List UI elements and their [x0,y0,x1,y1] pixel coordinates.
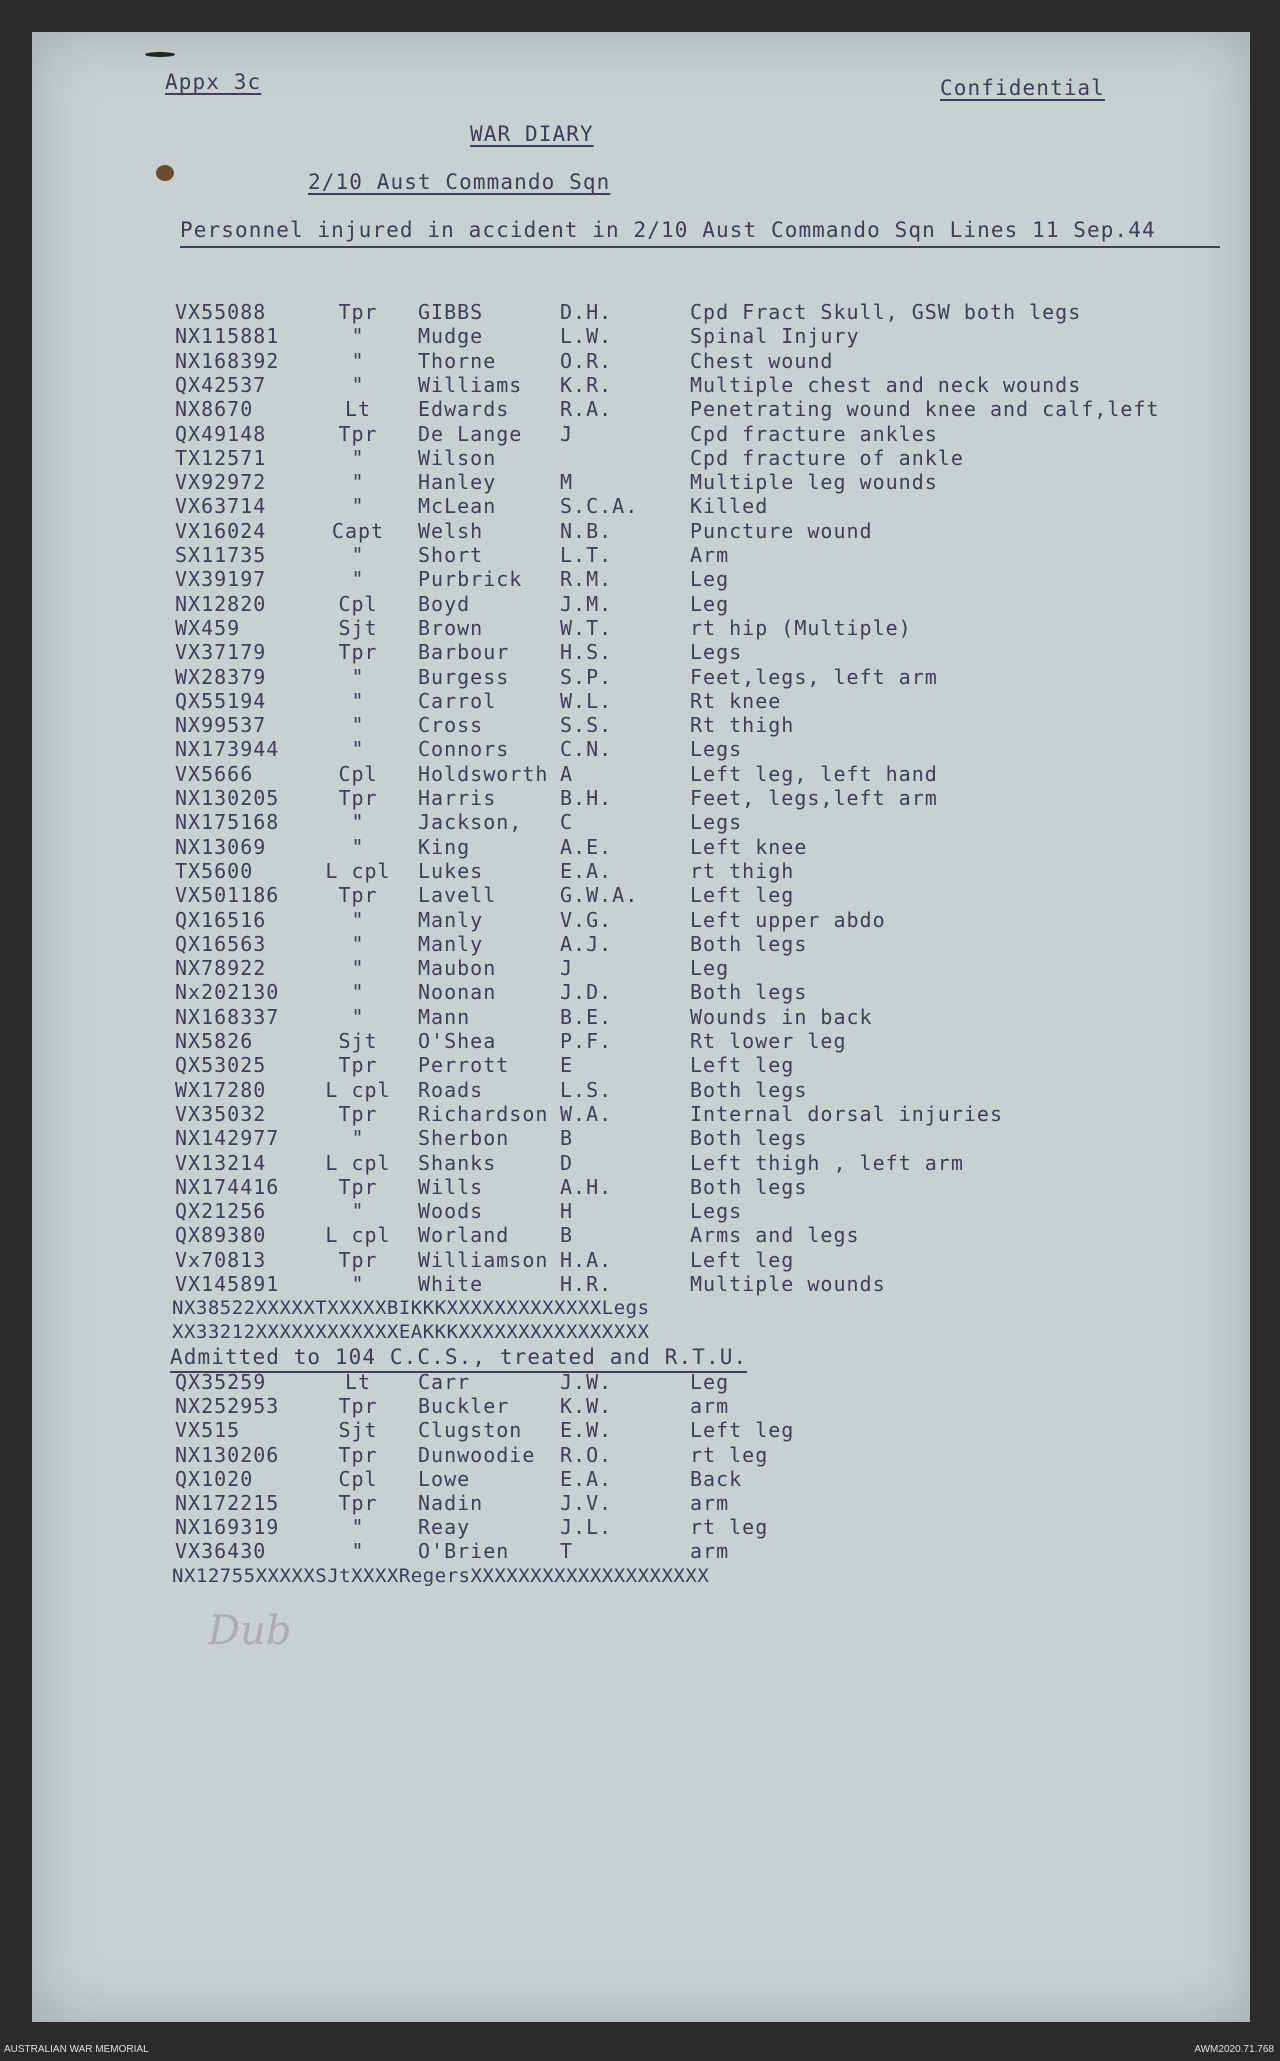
unit-name: 2/10 Aust Commando Sqn [308,170,611,194]
surname: Purbrick [418,567,523,592]
surname: Buckler [418,1394,510,1419]
surname: Williams [418,372,523,397]
injury: Multiple chest and neck wounds [690,372,1082,397]
surname: Worland [418,1223,510,1248]
service-number: TX5600 [175,858,254,883]
initials: H.S. [560,640,613,665]
service-number: QX55194 [175,688,267,713]
struck-line: NX12755XXXXXSJtXXXXRegersXXXXXXXXXXXXXXXXXXXX [172,1565,710,1587]
surname: Clugston [418,1418,523,1443]
rank: " [351,1515,365,1540]
initials: G.W.A. [560,883,639,908]
service-number: QX35259 [175,1370,267,1394]
rank: " [351,1272,365,1296]
initials: J [560,421,574,446]
surname: Shanks [418,1150,497,1175]
rank: Tpr [338,1491,378,1515]
surname: Manly [418,931,484,956]
initials: S.P. [560,664,613,689]
initials: C [560,810,574,835]
rank: " [351,688,365,713]
rank: " [351,713,365,738]
surname: Thorne [418,348,497,373]
initials: O.R. [560,348,613,373]
injury: Left leg, left hand [690,761,938,786]
initials: E [560,1053,574,1078]
injury: Left thigh , left arm [690,1150,964,1175]
surname: King [418,834,471,859]
service-number: VX515 [175,1418,241,1443]
rank: Tpr [338,640,378,665]
service-number: NX13069 [175,834,267,859]
injury: Cpd fracture ankles [690,421,938,446]
surname: Cross [418,713,484,738]
injury: arm [690,1539,730,1564]
surname: Carrol [418,688,497,713]
injury: Cpd Fract Skull, GSW both legs [690,300,1082,324]
injury: Both legs [690,1174,808,1199]
rank: L cpl [325,1223,391,1248]
service-number: VX35032 [175,1101,267,1126]
initials: B.E. [560,1004,613,1029]
injury: arm [690,1394,730,1419]
injury: Both legs [690,1077,808,1102]
service-number: VX36430 [175,1539,267,1564]
rank: Tpr [338,300,378,324]
initials: J.V. [560,1491,613,1515]
service-number: NX99537 [175,713,267,738]
injury: Left leg [690,1053,795,1078]
surname: Woods [418,1199,484,1224]
rank: " [351,907,365,932]
injury: rt thigh [690,858,795,883]
pencil-initials: Dub [208,1608,292,1654]
surname: O'Shea [418,1029,497,1053]
service-number: NX174416 [175,1174,280,1199]
injury: Leg [690,591,730,616]
injury: Leg [690,1370,730,1394]
initials: W.A. [560,1101,613,1126]
classification-label: Confidential [940,76,1105,100]
surname: Lukes [418,858,484,883]
initials: D [560,1150,574,1175]
rank: " [351,1199,365,1224]
initials: S.S. [560,713,613,738]
initials: W.T. [560,615,613,640]
appendix-label: Appx 3c [165,70,262,94]
initials: K.W. [560,1394,613,1419]
service-number: VX92972 [175,470,267,495]
injury: Feet, legs,left arm [690,786,938,810]
rank: L cpl [325,1150,391,1175]
rank: " [351,664,365,689]
rank: Sjt [338,1029,378,1053]
surname: Manly [418,907,484,932]
initials: J.D. [560,980,613,1005]
initials: H.R. [560,1272,613,1296]
surname: Noonan [418,980,497,1005]
rank: Tpr [338,421,378,446]
rank: " [351,1126,365,1151]
injury: Feet,legs, left arm [690,664,938,689]
surname: Connors [418,737,510,762]
initials: A.E. [560,834,613,859]
service-number: Nx202130 [175,980,280,1005]
initials: L.S. [560,1077,613,1102]
injury: Left knee [690,834,808,859]
service-number: WX459 [175,615,241,640]
rank: Tpr [338,1101,378,1126]
injury: Legs [690,1199,743,1224]
struck-line: XX33212XXXXXXXXXXXXEAKKKXXXXXXXXXXXXXXXX [172,1321,650,1343]
rank: L cpl [325,1077,391,1102]
surname: Short [418,543,484,567]
initials: P.F. [560,1029,613,1053]
service-number: VX13214 [175,1150,267,1175]
surname: GIBBS [418,300,484,324]
surname: Welsh [418,518,484,543]
service-number: NX169319 [175,1515,280,1540]
surname: Hanley [418,470,497,495]
initials: A.H. [560,1174,613,1199]
initials: W.L. [560,688,613,713]
surname: Perrott [418,1053,510,1078]
initials: T [560,1539,574,1564]
surname: White [418,1272,484,1296]
rank: " [351,980,365,1005]
service-number: NX173944 [175,737,280,762]
injury: Back [690,1466,743,1491]
rank: " [351,324,365,349]
rank: Tpr [338,1442,378,1467]
injury: rt hip (Multiple) [690,615,912,640]
service-number: NX8670 [175,397,254,422]
surname: Maubon [418,956,497,981]
initials: A [560,761,574,786]
surname: Wilson [418,445,497,470]
initials: J.W. [560,1370,613,1394]
surname: Wills [418,1174,484,1199]
rank: " [351,737,365,762]
service-number: NX168337 [175,1004,280,1029]
rank: Tpr [338,1247,378,1272]
surname: Reay [418,1515,471,1540]
initials: S.C.A. [560,494,639,519]
surname: Sherbon [418,1126,510,1151]
surname: Harris [418,786,497,810]
injury: Wounds in back [690,1004,873,1029]
surname: McLean [418,494,497,519]
ink-mark [145,52,175,57]
surname: Holdsworth [418,761,549,786]
service-number: NX115881 [175,324,280,349]
service-number: NX130206 [175,1442,280,1467]
rank: " [351,931,365,956]
surname: Dunwoodie [418,1442,536,1467]
surname: Nadin [418,1491,484,1515]
surname: Burgess [418,664,510,689]
injury: Multiple wounds [690,1272,886,1296]
injury: Cpd fracture of ankle [690,445,964,470]
footer-credit: AUSTRALIAN WAR MEMORIAL [4,2044,149,2055]
injury: Chest wound [690,348,834,373]
surname: O'Brien [418,1539,510,1564]
initials: H [560,1199,574,1224]
service-number: SX11735 [175,543,267,567]
surname: Jackson, [418,810,523,835]
injury: Penetrating wound knee and calf,left [690,397,1160,422]
list-subtitle: Personnel injured in accident in 2/10 Aust Commando Sqn Lines 11 Sep.44 [180,218,1220,248]
service-number: NX142977 [175,1126,280,1151]
rank: Sjt [338,1418,378,1443]
surname: De Lange [418,421,523,446]
rank: Capt [331,518,385,543]
rank: " [351,956,365,981]
footer-accession: AWM2020.71.768 [1194,2044,1274,2055]
service-number: VX39197 [175,567,267,592]
service-number: QX16516 [175,907,267,932]
injury: Spinal Injury [690,324,860,349]
injury: Legs [690,737,743,762]
initials: J.L. [560,1515,613,1540]
service-number: QX89380 [175,1223,267,1248]
surname: Brown [418,615,484,640]
injury: Both legs [690,980,808,1005]
injury: rt leg [690,1442,769,1467]
service-number: VX5666 [175,761,254,786]
service-number: WX17280 [175,1077,267,1102]
rank: " [351,1539,365,1564]
service-number: QX53025 [175,1053,267,1078]
injury: Internal dorsal injuries [690,1101,1003,1126]
initials: N.B. [560,518,613,543]
rank: Tpr [338,1174,378,1199]
initials: E.A. [560,1466,613,1491]
initials: R.O. [560,1442,613,1467]
service-number: QX49148 [175,421,267,446]
initials: H.A. [560,1247,613,1272]
initials: M [560,470,574,495]
rank: Lt [344,1370,372,1394]
rank: Lt [344,397,372,422]
initials: J.M. [560,591,613,616]
injury: Leg [690,956,730,981]
surname: Mudge [418,324,484,349]
service-number: NX5826 [175,1029,254,1053]
injury: Puncture wound [690,518,873,543]
rank: Sjt [338,615,378,640]
rank: " [351,445,365,470]
initials: L.W. [560,324,613,349]
surname: Carr [418,1370,471,1394]
service-number: NX175168 [175,810,280,835]
initials: E.W. [560,1418,613,1443]
initials: D.H. [560,300,613,324]
service-number: TX12571 [175,445,267,470]
injury: Multiple leg wounds [690,470,938,495]
service-number: QX1020 [175,1466,254,1491]
rank: Tpr [338,786,378,810]
injury: Rt knee [690,688,782,713]
injury: Left leg [690,1247,795,1272]
rank: L cpl [325,858,391,883]
rank: Tpr [338,1053,378,1078]
service-number: NX168392 [175,348,280,373]
rank: " [351,348,365,373]
service-number: NX172215 [175,1491,280,1515]
surname: Barbour [418,640,510,665]
injury: rt leg [690,1515,769,1540]
rank: " [351,372,365,397]
surname: Edwards [418,397,510,422]
initials: C.N. [560,737,613,762]
injury: Leg [690,567,730,592]
injury: Rt thigh [690,713,795,738]
struck-line: NX38522XXXXXTXXXXXBIKKKXXXXXXXXXXXXXLegs [172,1297,650,1319]
rank: " [351,470,365,495]
service-number: QX21256 [175,1199,267,1224]
rank: Cpl [338,1466,378,1491]
service-number: NX252953 [175,1394,280,1419]
service-number: NX78922 [175,956,267,981]
rank: Cpl [338,591,378,616]
rank: " [351,494,365,519]
injury: Left upper abdo [690,907,886,932]
surname: Lowe [418,1466,471,1491]
surname: Williamson [418,1247,549,1272]
service-number: QX42537 [175,372,267,397]
initials: R.A. [560,397,613,422]
initials: L.T. [560,543,613,567]
service-number: Vx70813 [175,1247,267,1272]
surname: Boyd [418,591,471,616]
service-number: WX28379 [175,664,267,689]
service-number: NX130205 [175,786,280,810]
service-number: VX37179 [175,640,267,665]
injury: Rt lower leg [690,1029,847,1053]
section2-title: Admitted to 104 C.C.S., treated and R.T.U. [170,1345,747,1373]
injury: arm [690,1491,730,1515]
initials: B.H. [560,786,613,810]
service-number: QX16563 [175,931,267,956]
injury: Legs [690,640,743,665]
injury: Both legs [690,1126,808,1151]
injury: Left leg [690,883,795,908]
injury: Arm [690,543,730,567]
rank: " [351,1004,365,1029]
rank: " [351,834,365,859]
injury: Both legs [690,931,808,956]
service-number: NX12820 [175,591,267,616]
rank: " [351,567,365,592]
rank: Tpr [338,883,378,908]
service-number: VX16024 [175,518,267,543]
initials: B [560,1126,574,1151]
rank: " [351,810,365,835]
initials: K.R. [560,372,613,397]
surname: Richardson [418,1101,549,1126]
surname: Mann [418,1004,471,1029]
service-number: VX145891 [175,1272,280,1296]
initials: R.M. [560,567,613,592]
surname: Roads [418,1077,484,1102]
service-number: VX501186 [175,883,280,908]
ink-blot [156,165,174,181]
injury: Killed [690,494,769,519]
initials: J [560,956,574,981]
injury: Legs [690,810,743,835]
document-title: WAR DIARY [470,122,594,146]
surname: Lavell [418,883,497,908]
rank: Cpl [338,761,378,786]
service-number: VX63714 [175,494,267,519]
injury: Arms and legs [690,1223,860,1248]
service-number: VX55088 [175,300,267,324]
rank: " [351,543,365,567]
rank: Tpr [338,1394,378,1419]
initials: E.A. [560,858,613,883]
initials: B [560,1223,574,1248]
injury: Left leg [690,1418,795,1443]
initials: A.J. [560,931,613,956]
initials: V.G. [560,907,613,932]
